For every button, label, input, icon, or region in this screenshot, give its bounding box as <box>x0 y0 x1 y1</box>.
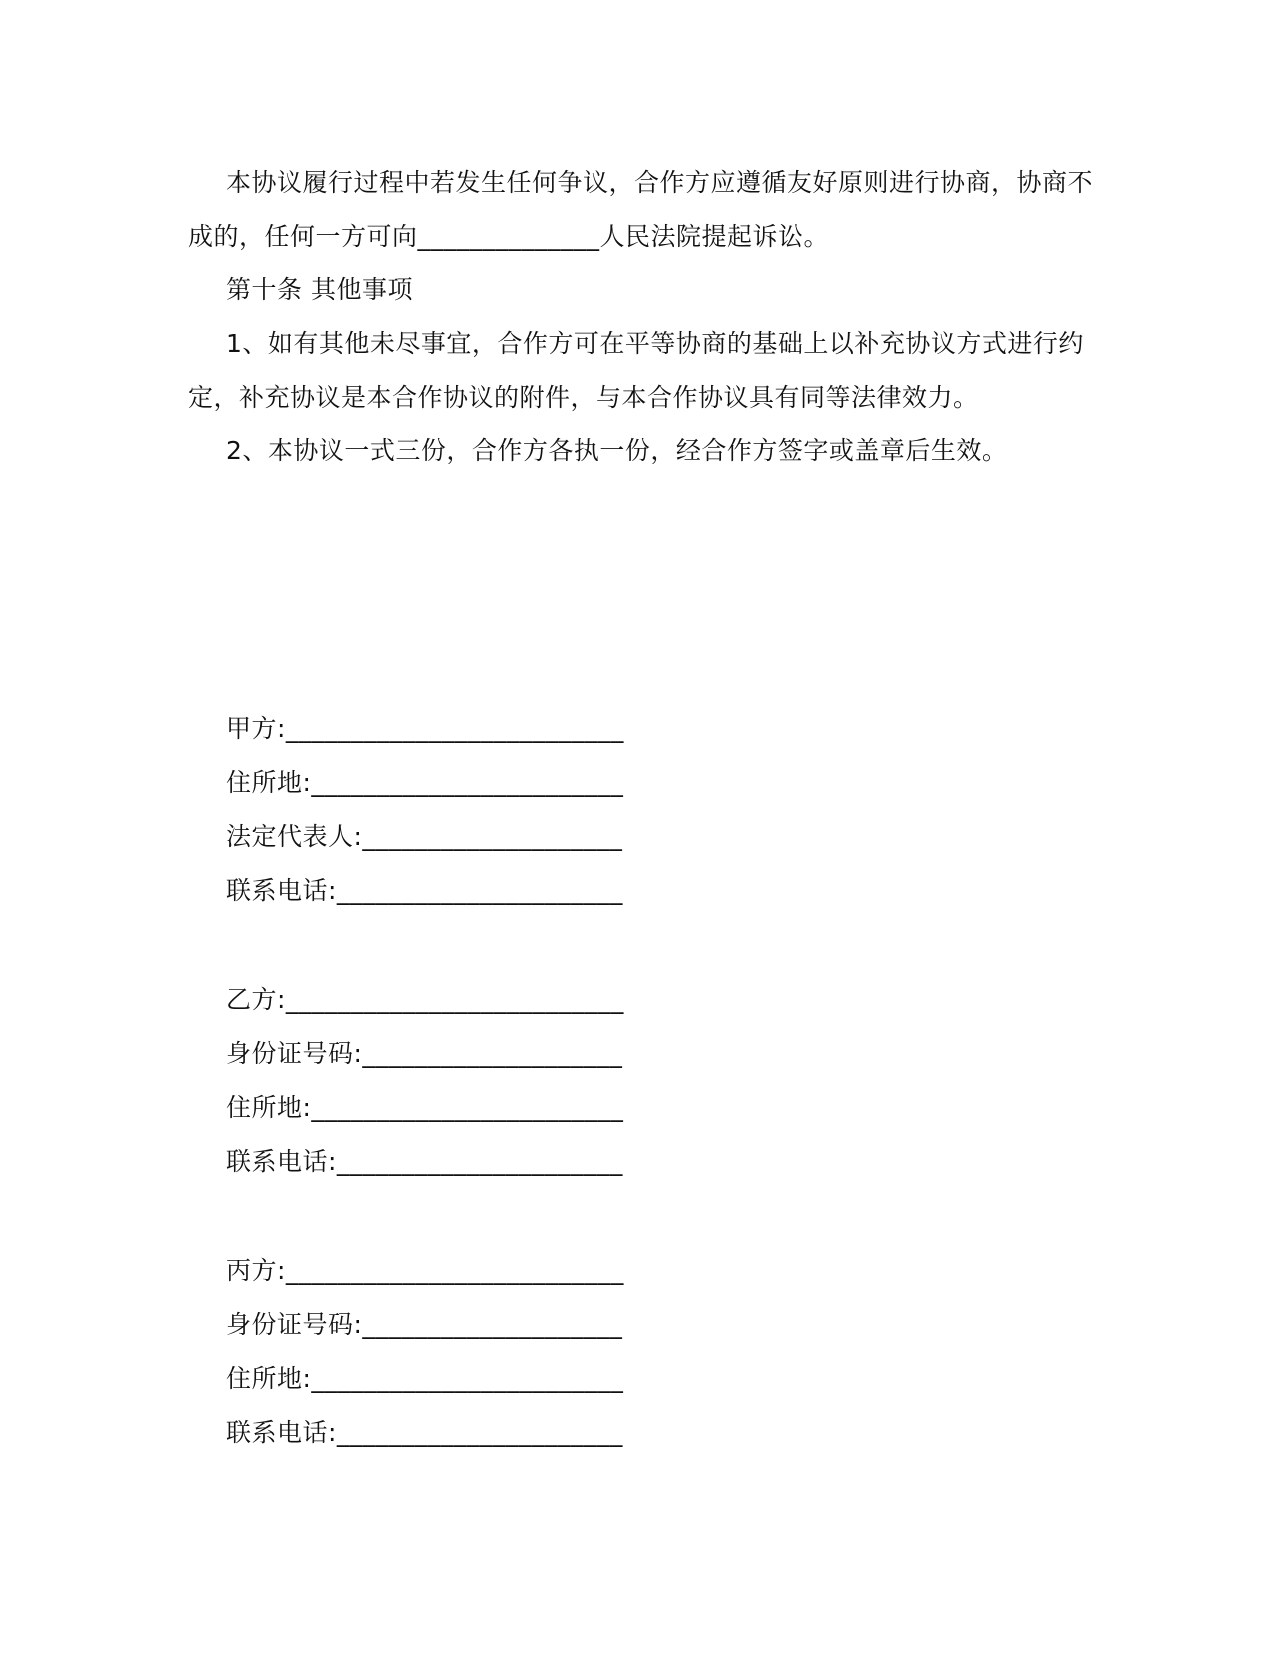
dispute-paragraph-line-1: 本协议履行过程中若发生任何争议，合作方应遵循友好原则进行协商，协商不 <box>226 168 1094 197</box>
party-a-legal-rep-field: 法定代表人:____________________ <box>226 822 623 851</box>
party-b-name-field: 乙方:__________________________ <box>226 985 624 1014</box>
party-b-address-field: 住所地:________________________ <box>226 1093 624 1122</box>
article-ten-item-2: 2、本协议一式三份，合作方各执一份，经合作方签字或盖章后生效。 <box>226 436 1008 465</box>
party-c-name-field: 丙方:__________________________ <box>226 1256 624 1285</box>
party-a-phone-field: 联系电话:______________________ <box>226 876 623 905</box>
party-b-id-number-field: 身份证号码:____________________ <box>226 1039 623 1068</box>
party-b-phone-field: 联系电话:______________________ <box>226 1147 623 1176</box>
party-c-phone-field: 联系电话:______________________ <box>226 1418 623 1447</box>
article-ten-item-1-line-2: 定，补充协议是本合作协议的附件，与本合作协议具有同等法律效力。 <box>188 383 979 412</box>
dispute-paragraph-line-2: 成的，任何一方可向______________人民法院提起诉讼。 <box>188 222 830 251</box>
party-a-name-field: 甲方:__________________________ <box>226 714 624 743</box>
party-c-id-number-field: 身份证号码:____________________ <box>226 1310 623 1339</box>
party-a-address-field: 住所地:________________________ <box>226 768 624 797</box>
article-ten-heading: 第十条 其他事项 <box>226 275 413 304</box>
article-ten-item-1-line-1: 1、如有其他未尽事宜，合作方可在平等协商的基础上以补充协议方式进行约 <box>226 329 1084 358</box>
party-c-address-field: 住所地:________________________ <box>226 1364 624 1393</box>
